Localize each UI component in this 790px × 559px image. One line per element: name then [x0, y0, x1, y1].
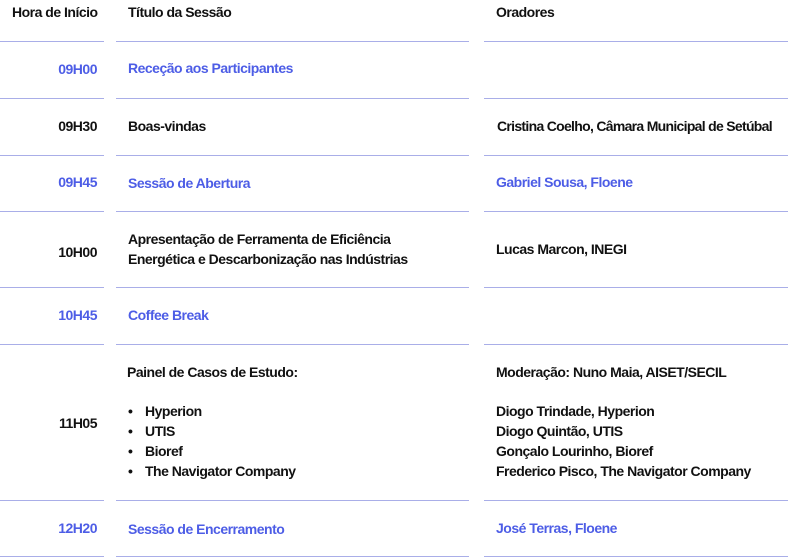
divider: [116, 211, 469, 212]
row-title: Sessão de Abertura: [128, 175, 250, 191]
divider: [484, 211, 788, 212]
header-session-title: Título da Sessão: [128, 4, 232, 20]
divider: [0, 287, 104, 288]
row-speakers: Lucas Marcon, INEGI: [496, 241, 627, 257]
header-start-time: Hora de Início: [12, 4, 98, 20]
divider: [484, 287, 788, 288]
divider: [116, 344, 469, 345]
divider: [484, 556, 788, 557]
row-speakers: José Terras, Floene: [496, 520, 617, 536]
divider: [0, 98, 104, 99]
moderation: Moderação: Nuno Maia, AISET/SECIL: [496, 364, 727, 380]
divider: [0, 211, 104, 212]
row-time: 09H45: [58, 174, 97, 190]
divider: [0, 344, 104, 345]
panel-block: [127, 362, 467, 481]
panelist: Frederico Pisco, The Navigator Company: [496, 463, 751, 479]
panel-speakers: [496, 362, 790, 481]
divider: [0, 500, 104, 501]
list-item: • Hyperion: [128, 401, 468, 421]
divider: [116, 287, 469, 288]
divider: [484, 155, 788, 156]
row-time: 10H00: [58, 244, 97, 260]
divider: [116, 41, 469, 42]
row-title: [128, 229, 468, 269]
row-title-line: Energética e Descarbonização nas Indústrias: [128, 251, 408, 267]
row-time: 12H20: [58, 520, 97, 536]
divider: [0, 41, 104, 42]
divider: [484, 500, 788, 501]
header-speakers: Oradores: [496, 4, 555, 20]
row-title: Receção aos Participantes: [128, 60, 293, 76]
divider: [0, 155, 104, 156]
row-time: 10H45: [58, 307, 97, 323]
list-item: • Bioref: [128, 441, 468, 461]
panel-title: Painel de Casos de Estudo:: [127, 364, 298, 380]
list-item: • UTIS: [128, 421, 468, 441]
panelist: Diogo Trindade, Hyperion: [496, 403, 655, 419]
row-time: 09H30: [58, 118, 97, 134]
panelist: Diogo Quintão, UTIS: [496, 423, 623, 439]
list-item: • The Navigator Company: [128, 461, 468, 481]
divider: [116, 155, 469, 156]
row-title: Boas-vindas: [128, 118, 206, 134]
divider: [484, 41, 788, 42]
divider: [116, 556, 469, 557]
divider: [116, 98, 469, 99]
divider: [0, 556, 104, 557]
divider: [116, 500, 469, 501]
row-speakers: Gabriel Sousa, Floene: [496, 174, 633, 190]
row-speakers: Cristina Coelho, Câmara Municipal de Setúbal: [497, 118, 772, 134]
divider: [484, 98, 788, 99]
row-title: Coffee Break: [128, 307, 209, 323]
panelist: Gonçalo Lourinho, Bioref: [496, 443, 653, 459]
divider: [484, 344, 788, 345]
row-time: 11H05: [59, 415, 97, 431]
row-title-line: Apresentação de Ferramenta de Eficiência: [128, 231, 391, 247]
row-title: Sessão de Encerramento: [128, 521, 285, 537]
row-time: 09H00: [58, 61, 97, 77]
